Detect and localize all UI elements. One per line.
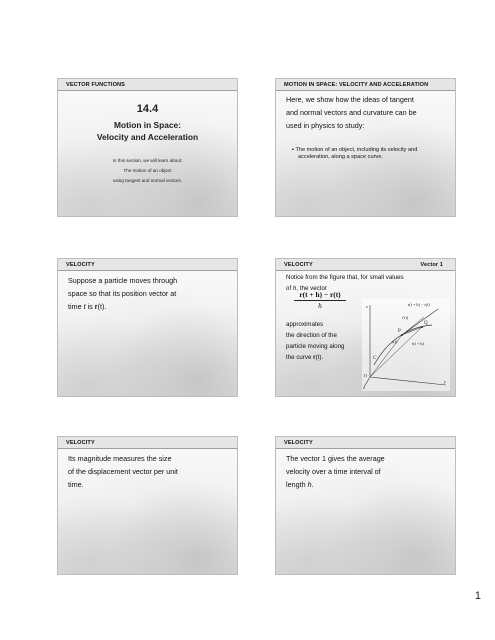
section-number: 14.4 <box>136 103 159 115</box>
body-line: used in physics to study: <box>286 121 365 130</box>
bullet-item: ▪ The motion of an object, including its velocity and acceleration, along a space curve. <box>292 147 418 160</box>
slide-2 <box>275 78 456 217</box>
text: of <box>286 285 293 292</box>
body-line: The vector 1 gives the average <box>286 454 385 463</box>
slide-header <box>276 437 455 449</box>
label-q: Q <box>424 321 428 326</box>
slide-1 <box>57 78 238 217</box>
body-line: Notice from the figure that, for small values <box>286 274 404 281</box>
slide-header-label: VELOCITY <box>284 440 313 446</box>
slide-6 <box>275 436 456 575</box>
body-line: approximates <box>286 321 324 328</box>
slide-body <box>68 274 229 313</box>
body-line: the direction of the <box>286 332 337 339</box>
slide-title-line2: Velocity and Acceleration <box>96 132 199 142</box>
label-o: O <box>364 373 368 378</box>
text: . <box>311 480 314 489</box>
text: . <box>104 302 107 311</box>
body-line <box>68 300 229 313</box>
label-p: P <box>398 329 401 334</box>
body-line: space so that its position vector at <box>68 289 177 298</box>
slide-4 <box>275 258 456 397</box>
label-rprime: r′(t) <box>402 315 409 320</box>
body-line: Here, we show how the ideas of tangent <box>286 95 414 104</box>
slide-header <box>58 259 237 271</box>
body-line: velocity over a time interval of <box>286 467 381 476</box>
var-h: h <box>307 480 312 489</box>
label-z: z <box>366 304 368 309</box>
text: (t) <box>315 354 322 361</box>
body-line <box>286 478 447 491</box>
label-c: C <box>373 356 377 361</box>
intro-line2: The motion of an object <box>123 168 172 173</box>
text: , the vector <box>296 285 327 292</box>
slide-3 <box>57 258 238 397</box>
slide-body <box>286 93 447 132</box>
var-t: t <box>83 302 86 311</box>
slide-header-label: VELOCITY <box>66 262 95 268</box>
difference-quotient <box>294 290 346 310</box>
slide-body-after <box>286 319 366 363</box>
text: the curve <box>286 354 314 361</box>
text: length <box>286 480 308 489</box>
var-r: r <box>94 302 98 311</box>
slide-body <box>286 452 447 491</box>
var-h: h <box>292 285 297 292</box>
text: (t) <box>97 302 105 311</box>
fraction-denominator: h <box>318 301 322 310</box>
body-line: Suppose a particle moves through <box>68 276 178 285</box>
figure-background <box>362 299 450 391</box>
body-line <box>286 352 366 363</box>
slide-body <box>68 452 229 491</box>
intro-line1: In this section, we will learn about: <box>112 158 183 163</box>
body-line: Its magnitude measures the size <box>68 454 172 463</box>
slide-header-label: VELOCITY <box>284 262 313 268</box>
label-rt: r(t) <box>392 339 398 344</box>
body-line: particle moving along <box>286 343 345 350</box>
slide-header-label: VECTOR FUNCTIONS <box>66 82 125 88</box>
page-number: 1 <box>474 590 481 602</box>
point-q <box>421 326 423 328</box>
var-r: r <box>313 354 316 361</box>
text: . <box>321 354 324 361</box>
slide-header <box>276 259 455 271</box>
velocity-figure <box>362 299 450 391</box>
slide-header-label: MOTION IN SPACE: VELOCITY AND ACCELERATION <box>284 82 429 88</box>
text: time <box>68 302 84 311</box>
fraction-numerator: r(t + h) − r(t) <box>294 290 346 301</box>
label-rth: r(t + h) <box>412 341 424 346</box>
slide-header <box>58 79 237 91</box>
label-top: r(t + h) − r(t) <box>408 302 430 307</box>
slide-header <box>276 79 455 91</box>
body-line: of the displacement vector per unit <box>68 467 178 476</box>
intro-line3: using tangent and normal vectors. <box>112 178 183 183</box>
point-p <box>401 334 403 336</box>
label-y: y <box>444 379 446 384</box>
slide-header-right: Vector 1 <box>420 262 443 268</box>
slide-header-label: VELOCITY <box>66 440 95 446</box>
bullet-text: The motion of an object, including its velocity and acceleration, along a space curve. <box>295 147 418 160</box>
body-line: and normal vectors and curvature can be <box>286 108 417 117</box>
label-x: x <box>363 385 365 390</box>
body-line: time. <box>68 480 84 489</box>
text: is <box>85 302 95 311</box>
slide-5 <box>57 436 238 575</box>
slide-title-line1: Motion in Space: <box>114 120 181 130</box>
slide-header <box>58 437 237 449</box>
